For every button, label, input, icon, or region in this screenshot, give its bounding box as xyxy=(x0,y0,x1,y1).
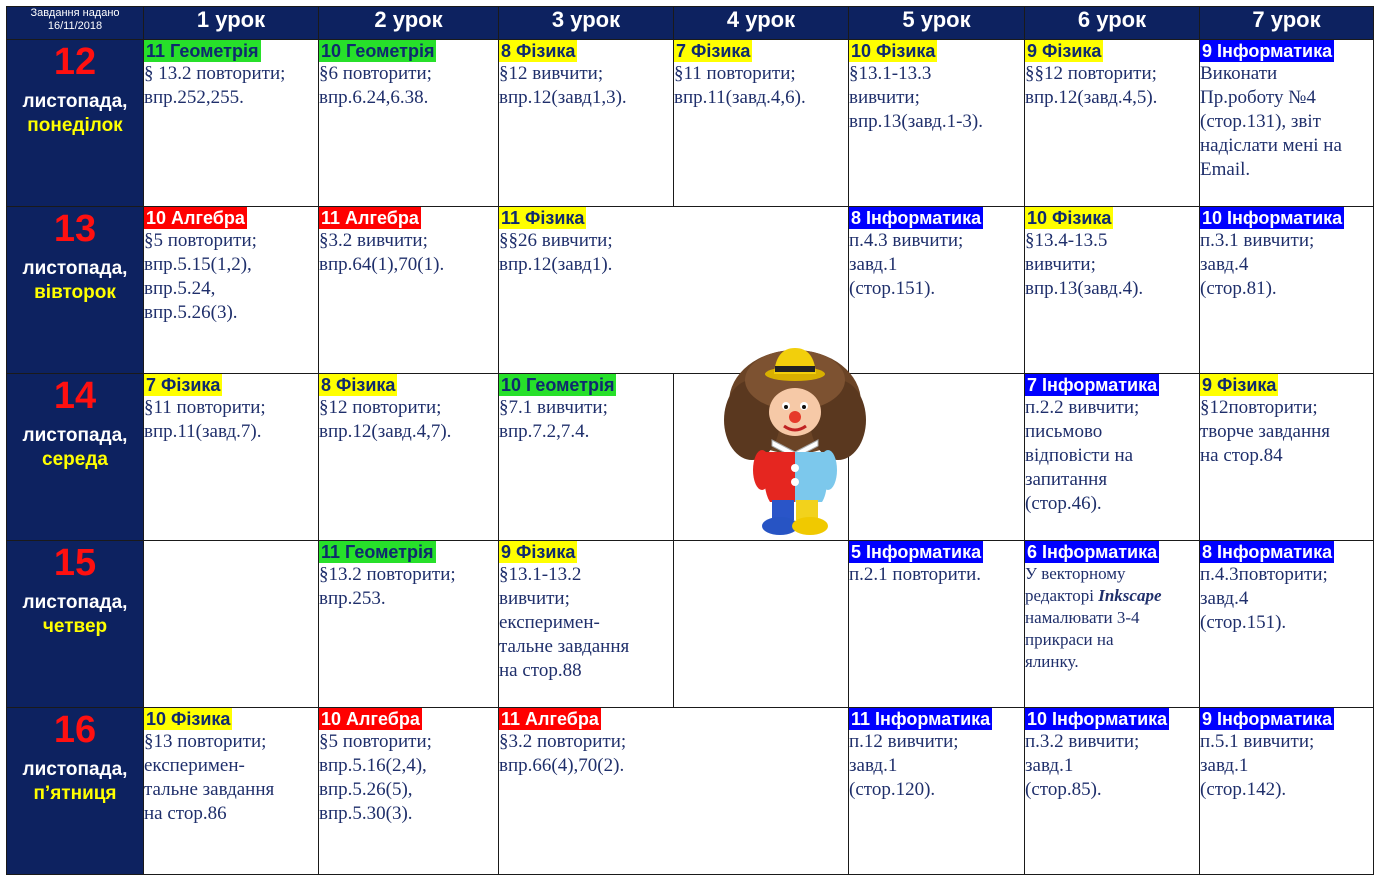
homework-schedule-table xyxy=(6,6,1374,875)
day-number: 12 xyxy=(53,41,97,83)
month-label: листопада, xyxy=(22,592,128,613)
subject-tag: 9 Фізика xyxy=(1202,375,1277,395)
subject-tag: 8 Інформатика xyxy=(1202,542,1333,562)
subject-tag: 10 Фізика xyxy=(1027,208,1112,228)
subject-tag: 11 Геометрія xyxy=(321,542,434,562)
subject-tag: 9 Фізика xyxy=(1027,41,1102,61)
weekday-label: вівторок xyxy=(34,282,116,303)
subject-tag: 10 Геометрія xyxy=(501,375,615,395)
task-text: §13.4-13.5 вивчити; впр.13(завд.4). xyxy=(1025,230,1144,299)
subject-tag: 6 Інформатика xyxy=(1027,542,1158,562)
empty-cell xyxy=(849,374,1025,541)
task-text: §13.1-13.2 вивчити; експеримен- тальне завдання на стор.88 xyxy=(499,564,630,681)
task-text: §11 повторити; впр.11(завд.4,6). xyxy=(674,63,806,108)
lesson-cell xyxy=(144,40,319,207)
subject-tag: 10 Алгебра xyxy=(321,709,420,729)
lesson-cell xyxy=(319,541,499,708)
lesson-cell xyxy=(319,708,499,875)
task-text: §13.2 повторити; впр.253. xyxy=(319,564,456,609)
task-text: §12 повторити; впр.12(завд.4,7). xyxy=(319,397,452,442)
period-header-6: 6 урок xyxy=(1025,7,1200,40)
subject-tag: 11 Фізика xyxy=(501,208,585,228)
task-text: п.12 вивчити; завд.1 (стор.120). xyxy=(849,731,959,800)
lesson-cell xyxy=(144,708,319,875)
subject-tag: 10 Фізика xyxy=(146,709,231,729)
period-header-5: 5 урок xyxy=(849,7,1025,40)
task-text: §13.1-13.3 вивчити; впр.13(завд.1-3). xyxy=(849,63,983,132)
day-number: 16 xyxy=(53,709,97,751)
task-text xyxy=(1025,563,1199,673)
subject-tag: 8 Фізика xyxy=(321,375,396,395)
task-text-emphasis: Inkscape xyxy=(1098,586,1162,605)
day-label xyxy=(7,207,144,374)
assigned-date-cell xyxy=(7,7,144,40)
task-text: Виконати Пр.роботу №4 (стор.131), звіт надіслати мені на Email. xyxy=(1200,63,1342,180)
lesson-cell xyxy=(499,541,674,708)
month-label: листопада, xyxy=(22,91,128,112)
subject-tag: 9 Фізика xyxy=(501,542,576,562)
lesson-cell xyxy=(1025,40,1200,207)
task-text: § 13.2 повторити; впр.252,255. xyxy=(144,63,286,108)
subject-tag: 9 Інформатика xyxy=(1202,41,1333,61)
subject-tag: 11 Геометрія xyxy=(146,41,259,61)
day-number: 13 xyxy=(53,208,97,250)
lesson-cell xyxy=(1200,374,1374,541)
subject-tag: 8 Інформатика xyxy=(851,208,982,228)
month-label: листопада, xyxy=(22,258,128,279)
lesson-cell xyxy=(1025,541,1200,708)
task-text-post: намалювати 3-4 прикраси на ялинку. xyxy=(1025,608,1140,671)
day-label xyxy=(7,708,144,875)
subject-tag: 10 Фізика xyxy=(851,41,936,61)
task-text: §5 повторити; впр.5.15(1,2), впр.5.24, впр.5.26(3). xyxy=(144,230,257,323)
period-header-2: 2 урок xyxy=(319,7,499,40)
day-number: 15 xyxy=(53,542,97,584)
subject-tag: 7 Фізика xyxy=(676,41,751,61)
lesson-cell xyxy=(1200,708,1374,875)
lesson-cell xyxy=(499,40,674,207)
day-number: 14 xyxy=(53,375,97,417)
task-text: §3.2 повторити; впр.66(4),70(2). xyxy=(499,731,627,776)
subject-tag: 11 Алгебра xyxy=(321,208,419,228)
header-row xyxy=(7,7,1374,40)
subject-tag: 5 Інформатика xyxy=(851,542,982,562)
task-text: §12повторити; творче завдання на стор.84 xyxy=(1200,397,1331,466)
task-text: §5 повторити; впр.5.16(2,4), впр.5.26(5), впр.5.30(3). xyxy=(319,731,432,824)
task-text: §3.2 вивчити; впр.64(1),70(1). xyxy=(319,230,445,275)
task-text: п.4.3 вивчити; завд.1 (стор.151). xyxy=(849,230,964,299)
task-text: п.5.1 вивчити; завд.1 (стор.142). xyxy=(1200,731,1315,800)
lesson-cell xyxy=(1025,207,1200,374)
task-text: п.4.3повторити; завд.4 (стор.151). xyxy=(1200,564,1328,633)
empty-cell xyxy=(144,541,319,708)
lesson-cell xyxy=(849,40,1025,207)
clown-figurine-image xyxy=(722,340,868,540)
task-text: §13 повторити; експеримен- тальне завдання на стор.86 xyxy=(144,731,275,824)
lesson-cell xyxy=(319,207,499,374)
day-label xyxy=(7,40,144,207)
assigned-label: Завдання надано xyxy=(30,7,120,19)
lesson-cell xyxy=(1025,374,1200,541)
period-header-1: 1 урок xyxy=(144,7,319,40)
month-label: листопада, xyxy=(22,759,128,780)
month-label: листопада, xyxy=(22,425,128,446)
task-text: §7.1 вивчити; впр.7.2,7.4. xyxy=(499,397,608,442)
day-label xyxy=(7,374,144,541)
lesson-cell xyxy=(144,374,319,541)
subject-tag: 9 Інформатика xyxy=(1202,709,1333,729)
task-text: §11 повторити; впр.11(завд.7). xyxy=(144,397,266,442)
day-row-13 xyxy=(7,207,1374,374)
task-text: §§26 вивчити; впр.12(завд1). xyxy=(499,230,613,275)
empty-cell xyxy=(674,541,849,708)
task-text: п.2.2 вивчити; письмово відповісти на запитання (стор.46). xyxy=(1025,397,1140,514)
task-text: п.3.1 вивчити; завд.4 (стор.81). xyxy=(1200,230,1315,299)
weekday-label: п’ятниця xyxy=(33,783,117,804)
subject-tag: 7 Інформатика xyxy=(1027,375,1158,395)
subject-tag: 10 Інформатика xyxy=(1027,709,1168,729)
weekday-label: понеділок xyxy=(27,115,123,136)
task-text: §6 повторити; впр.6.24,6.38. xyxy=(319,63,432,108)
task-text: п.3.2 вивчити; завд.1 (стор.85). xyxy=(1025,731,1140,800)
assigned-date: 16/11/2018 xyxy=(47,20,103,32)
lesson-cell xyxy=(319,374,499,541)
subject-tag: 10 Геометрія xyxy=(321,41,435,61)
lesson-cell xyxy=(849,541,1025,708)
task-text: п.2.1 повторити. xyxy=(849,564,982,585)
lesson-cell xyxy=(319,40,499,207)
lesson-cell xyxy=(499,374,674,541)
task-text: §12 вивчити; впр.12(завд1,3). xyxy=(499,63,627,108)
lesson-cell xyxy=(1200,541,1374,708)
weekday-label: четвер xyxy=(42,616,108,637)
day-row-15 xyxy=(7,541,1374,708)
day-row-14 xyxy=(7,374,1374,541)
day-label xyxy=(7,541,144,708)
subject-tag: 11 Інформатика xyxy=(851,709,991,729)
lesson-cell xyxy=(1200,207,1374,374)
task-text: §§12 повторити; впр.12(завд.4,5). xyxy=(1025,63,1158,108)
period-header-3: 3 урок xyxy=(499,7,674,40)
day-row-12 xyxy=(7,40,1374,207)
subject-tag: 11 Алгебра xyxy=(501,709,599,729)
subject-tag: 8 Фізика xyxy=(501,41,576,61)
lesson-cell xyxy=(1200,40,1374,207)
period-header-4: 4 урок xyxy=(674,7,849,40)
lesson-cell-merged xyxy=(499,708,849,875)
weekday-label: середа xyxy=(42,449,108,470)
lesson-cell xyxy=(849,708,1025,875)
lesson-cell xyxy=(144,207,319,374)
subject-tag: 7 Фізика xyxy=(146,375,221,395)
subject-tag: 10 Алгебра xyxy=(146,208,245,228)
lesson-cell xyxy=(849,207,1025,374)
lesson-cell xyxy=(1025,708,1200,875)
subject-tag: 10 Інформатика xyxy=(1202,208,1343,228)
period-header-7: 7 урок xyxy=(1200,7,1374,40)
task-text-pre: У векторному редакторі xyxy=(1025,564,1126,605)
day-row-16 xyxy=(7,708,1374,875)
lesson-cell xyxy=(674,40,849,207)
